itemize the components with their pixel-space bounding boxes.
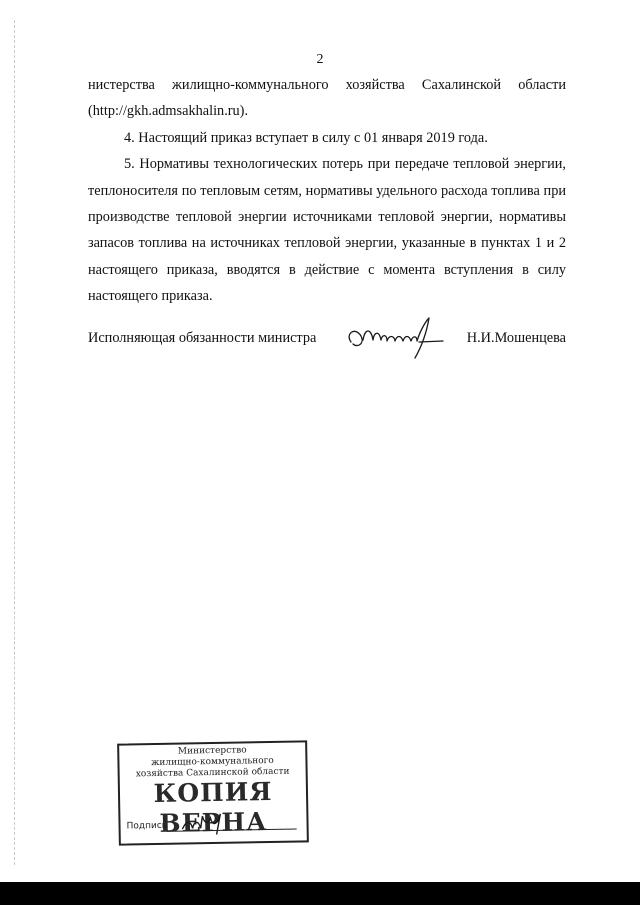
page-number: 2 xyxy=(316,52,324,67)
signatory-title: Исполняющая обязанности министра xyxy=(88,330,317,346)
paragraph-continuation: нистерства жилищно-коммунального хозяйства Сахалинской области (http://gkh.admsakhalin.ru). xyxy=(88,77,566,120)
stamp-ministry-line: хозяйства Сахалинской области xyxy=(135,766,290,780)
scan-edge-marks xyxy=(14,20,15,865)
paragraph-item-4: 4. Настоящий приказ вступает в силу с 01 января 2019 года. xyxy=(124,129,488,146)
signature-block xyxy=(88,330,566,370)
stamp-initials-signature xyxy=(180,810,230,837)
stamp-certified-copy-text: КОПИЯ ВЕРНА xyxy=(153,776,273,838)
handwritten-signature xyxy=(343,314,453,360)
stamp-ministry-line: Министерство xyxy=(177,745,247,757)
stamp-signature-label: Подпись xyxy=(126,820,168,832)
paragraph-item-5: 5. Нормативы технологических потерь при передаче тепловой энергии, теплоносителя по тепловым сетям, нормативы удельного расхода топлива при производстве тепловой энергии источниками тепловой энергии, нормативы запасов топлива на источниках тепловой энергии, указанные в пунктах 1 и 2 настоящего приказа, вводятся в действие с момента вступления в силу настоящего приказа. xyxy=(88,156,566,305)
document-body xyxy=(88,72,566,310)
certified-copy-stamp xyxy=(117,740,309,845)
scan-bottom-border xyxy=(0,882,640,905)
stamp-ministry-line: жилищно-коммунального xyxy=(151,755,274,769)
signatory-name: Н.И.Мошенцева xyxy=(466,330,566,346)
